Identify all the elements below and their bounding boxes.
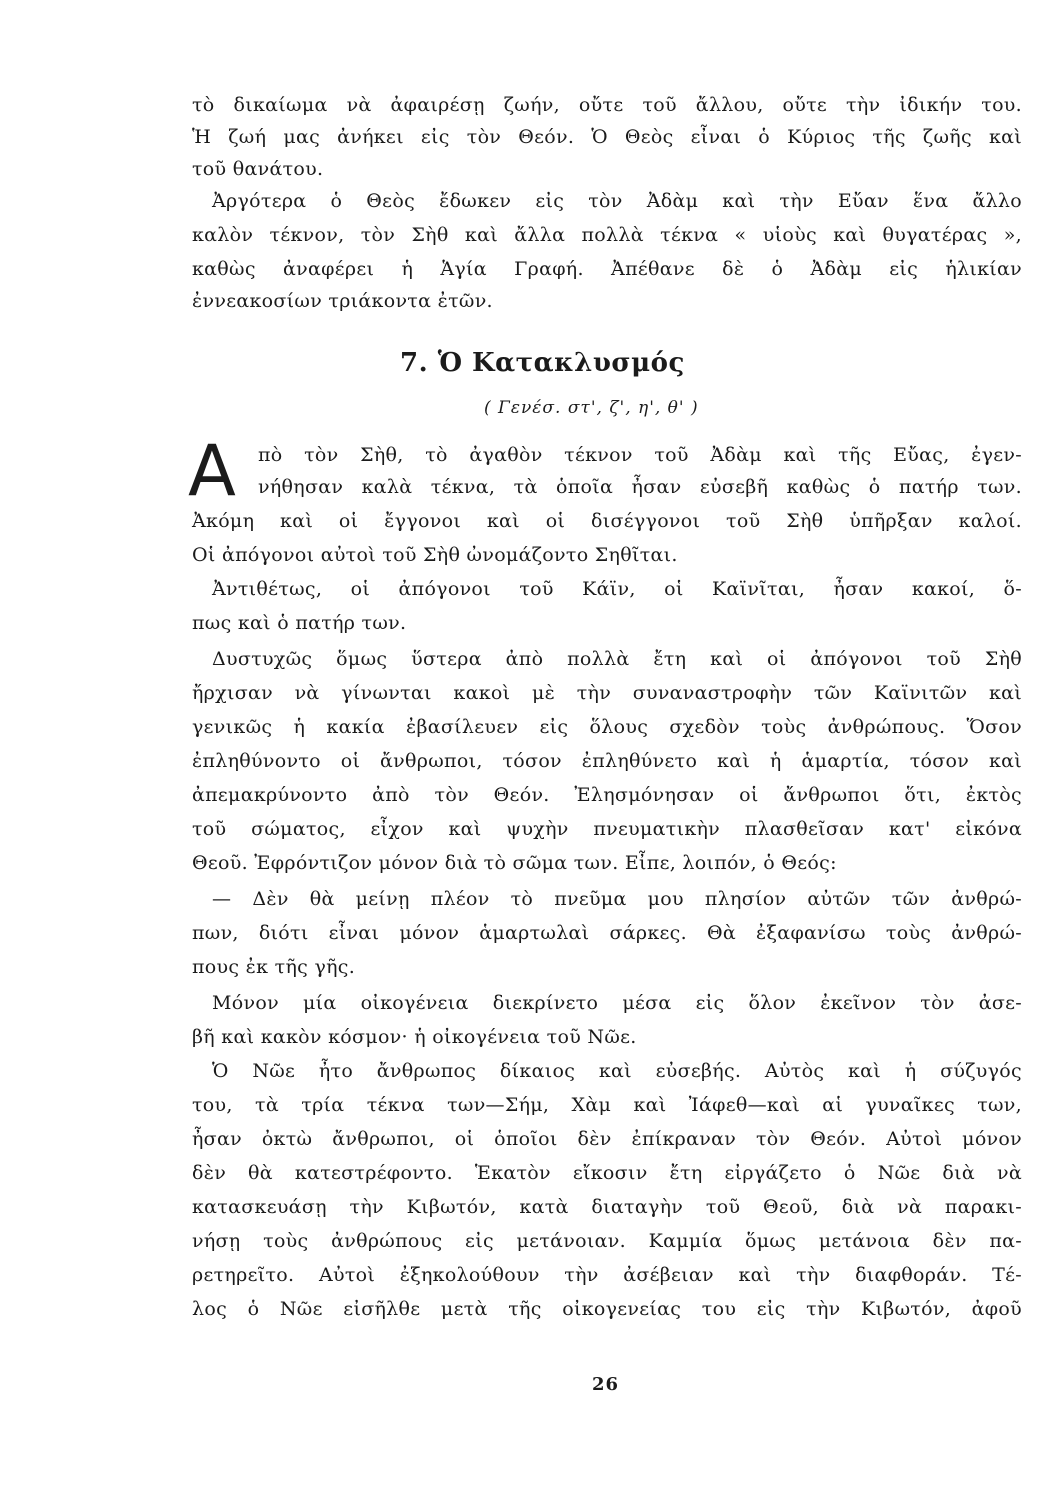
text-line: Ἡ ζωή μας ἀνήκει εἰς τὸν Θεόν. Ὁ Θεὸς εἶναι ὁ Κύριος τῆς ζωῆς καὶ [192, 126, 1022, 148]
text-line: κατασκευάσῃ τὴν Κιβωτόν, κατὰ διαταγὴν τοῦ Θεοῦ, διὰ νὰ παρακι- [192, 1196, 1022, 1218]
text-line: ἀπεμακρύνοντο ἀπὸ τὸν Θεόν. Ἐλησμόνησαν οἱ ἄνθρωποι ὅτι, ἐκτὸς [192, 784, 1022, 806]
text-line: Ὁ Νῶε ἦτο ἄνθρωπος δίκαιος καὶ εὐσεβής. Αὐτὸς καὶ ἡ σύζυγός [212, 1060, 1022, 1082]
text-line: Μόνον μία οἰκογένεια διεκρίνετο μέσα εἰς ὅλον ἐκεῖνον τὸν ἀσε- [212, 992, 1022, 1014]
text-line: Θεοῦ. Ἐφρόντιζον μόνον διὰ τὸ σῶμα των. Εἶπε, λοιπόν, ὁ Θεός: [192, 852, 837, 874]
section-reference: ( Γενέσ. στ', ζ', η', θ' ) [484, 398, 699, 418]
text-line: πων, διότι εἶναι μόνον ἁμαρτωλαὶ σάρκες. Θὰ ἐξαφανίσω τοὺς ἀνθρώ- [192, 922, 1022, 944]
text-line: πως καὶ ὁ πατήρ των. [192, 612, 407, 634]
text-line: ἐπληθύνοντο οἱ ἄνθρωποι, τόσον ἐπληθύνετο καὶ ἡ ἁμαρτία, τόσον καὶ [192, 750, 1022, 772]
drop-cap: Α [188, 430, 236, 512]
text-line: — Δὲν θὰ μείνῃ πλέον τὸ πνεῦμα μου πλησίον αὐτῶν τῶν ἀνθρώ- [212, 888, 1022, 910]
text-line: του, τὰ τρία τέκνα των—Σήμ, Χὰμ καὶ Ἰάφεθ—καὶ αἱ γυναῖκες των, [192, 1094, 1022, 1116]
text-line: Οἱ ἀπόγονοι αὐτοὶ τοῦ Σὴθ ὠνομάζοντο Σηθῖται. [192, 544, 678, 566]
text-line: ἦσαν ὀκτὼ ἄνθρωποι, οἱ ὁποῖοι δὲν ἐπίκραναν τὸν Θεόν. Αὐτοὶ μόνον [192, 1128, 1022, 1150]
text-line: γενικῶς ἡ κακία ἐβασίλευεν εἰς ὅλους σχεδὸν τοὺς ἀνθρώπους. Ὅσον [192, 716, 1022, 738]
text-line: καλὸν τέκνον, τὸν Σὴθ καὶ ἄλλα πολλὰ τέκνα « υἱοὺς καὶ θυγατέρας », [192, 224, 1022, 246]
text-line: λος ὁ Νῶε εἰσῆλθε μετὰ τῆς οἰκογενείας του εἰς τὴν Κιβωτόν, ἀφοῦ [192, 1298, 1022, 1320]
text-line: Ἀντιθέτως, οἱ ἀπόγονοι τοῦ Κάϊν, οἱ Καϊνῖται, ἦσαν κακοί, ὅ- [212, 578, 1022, 600]
text-line: πὸ τὸν Σὴθ, τὸ ἀγαθὸν τέκνον τοῦ Ἀδὰμ καὶ τῆς Εὔας, ἐγεν- [258, 444, 1022, 466]
section-title: 7. Ὁ Κατακλυσμός [400, 348, 685, 378]
text-line: καθὼς ἀναφέρει ἡ Ἁγία Γραφή. Ἀπέθανε δὲ ὁ Ἀδὰμ εἰς ἡλικίαν [192, 258, 1022, 280]
text-line: Δυστυχῶς ὅμως ὕστερα ἀπὸ πολλὰ ἔτη καὶ οἱ ἀπόγονοι τοῦ Σὴθ [212, 648, 1022, 670]
text-line: δὲν θὰ κατεστρέφοντο. Ἑκατὸν εἴκοσιν ἔτη εἰργάζετο ὁ Νῶε διὰ νὰ [192, 1162, 1022, 1184]
text-line: βῆ καὶ κακὸν κόσμον· ἡ οἰκογένεια τοῦ Νῶε. [192, 1026, 637, 1048]
page-number: 26 [592, 1374, 620, 1395]
text-line: πους ἐκ τῆς γῆς. [192, 956, 356, 978]
text-line: νήσῃ τοὺς ἀνθρώπους εἰς μετάνοιαν. Καμμία ὅμως μετάνοια δὲν πα- [192, 1230, 1022, 1252]
text-line: ἐννεακοσίων τριάκοντα ἐτῶν. [192, 290, 493, 312]
text-line: τοῦ θανάτου. [192, 158, 324, 180]
text-line: Ἀργότερα ὁ Θεὸς ἔδωκεν εἰς τὸν Ἀδὰμ καὶ τὴν Εὔαν ἕνα ἄλλο [212, 190, 1022, 212]
text-line: τοῦ σώματος, εἶχον καὶ ψυχὴν πνευματικὴν πλασθεῖσαν κατ' εἰκόνα [192, 818, 1022, 840]
text-line: ρετηρεῖτο. Αὐτοὶ ἐξηκολούθουν τὴν ἀσέβειαν καὶ τὴν διαφθοράν. Τέ- [192, 1264, 1022, 1286]
text-line: τὸ δικαίωμα νὰ ἀφαιρέσῃ ζωήν, οὔτε τοῦ ἄλλου, οὔτε τὴν ἰδικήν του. [192, 94, 1022, 116]
text-line: ἤρχισαν νὰ γίνωνται κακοὶ μὲ τὴν συναναστροφὴν τῶν Καϊνιτῶν καὶ [192, 682, 1022, 704]
text-line: νήθησαν καλὰ τέκνα, τὰ ὁποῖα ἦσαν εὐσεβῆ καθὼς ὁ πατήρ των. [258, 476, 1022, 498]
text-line: Ἀκόμη καὶ οἱ ἔγγονοι καὶ οἱ δισέγγονοι τοῦ Σὴθ ὑπῆρξαν καλοί. [192, 510, 1022, 532]
